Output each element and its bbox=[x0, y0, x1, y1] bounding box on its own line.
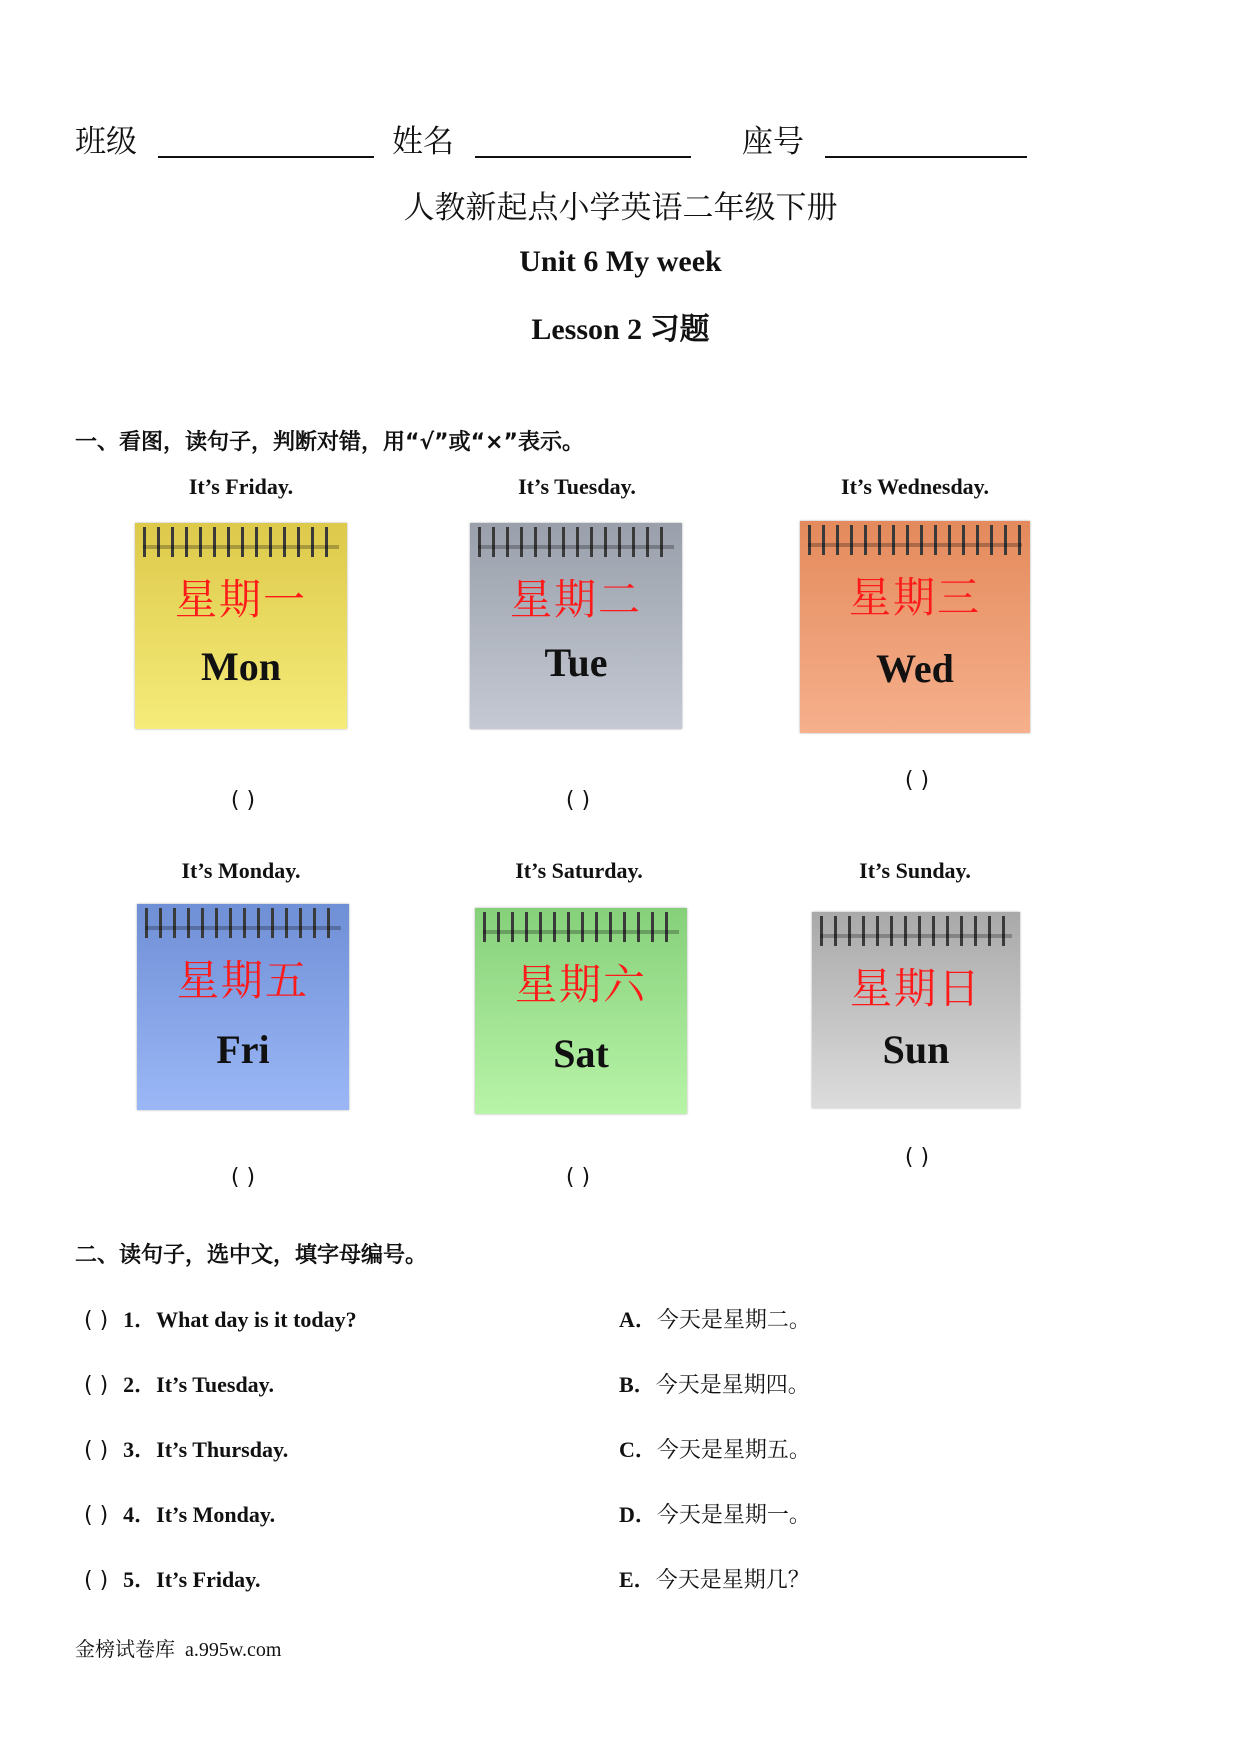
calendar-en-day: Mon bbox=[201, 644, 281, 689]
seat-blank[interactable] bbox=[825, 120, 1027, 158]
item-caption: It’s Saturday. bbox=[515, 858, 643, 883]
section2-title: 二、读句子，选中文，填字母编号。 bbox=[75, 1243, 428, 1268]
answer-option bbox=[619, 1368, 810, 1399]
section1-title: 一、看图，读句子，判断对错，用“√”或“×”表示。 bbox=[75, 430, 584, 455]
class-blank[interactable] bbox=[158, 120, 374, 158]
option-key: A． bbox=[619, 1307, 657, 1332]
answer-blank[interactable]: ( ) bbox=[230, 788, 256, 813]
question-answer-blank[interactable]: ( ) bbox=[84, 1503, 109, 1528]
answer-blank[interactable]: ( ) bbox=[565, 1165, 591, 1190]
option-text: 今天是星期二。 bbox=[656, 1308, 811, 1333]
answer-option bbox=[619, 1433, 811, 1464]
question-row bbox=[84, 1433, 288, 1464]
option-key: B． bbox=[619, 1372, 656, 1397]
answer-blank[interactable]: ( ) bbox=[904, 1145, 930, 1170]
calendar-card bbox=[800, 521, 1030, 733]
item-caption: It’s Sunday. bbox=[859, 858, 971, 883]
option-text: 今天是星期五。 bbox=[656, 1438, 811, 1463]
calendar-rings bbox=[478, 527, 674, 557]
footer-source: 金榜试卷库 a.995w.com bbox=[75, 1639, 282, 1661]
item-caption: It’s Monday. bbox=[181, 858, 301, 883]
class-label: 班级 bbox=[75, 124, 137, 160]
question-row bbox=[84, 1563, 260, 1594]
question-text: 5．It’s Friday. bbox=[123, 1567, 261, 1592]
answer-blank[interactable]: ( ) bbox=[565, 788, 591, 813]
calendar-card bbox=[470, 523, 682, 729]
item-caption: It’s Friday. bbox=[188, 474, 294, 499]
calendar-card bbox=[135, 523, 347, 729]
option-key: E． bbox=[619, 1567, 656, 1592]
answer-blank[interactable]: ( ) bbox=[230, 1165, 256, 1190]
calendar-card bbox=[812, 912, 1020, 1108]
calendar-cn-day: 星期六 bbox=[514, 960, 647, 1009]
question-row bbox=[84, 1498, 275, 1529]
name-label: 姓名 bbox=[392, 124, 454, 160]
calendar-en-day: Fri bbox=[216, 1027, 270, 1072]
question-answer-blank[interactable]: ( ) bbox=[84, 1568, 109, 1593]
name-blank[interactable] bbox=[475, 120, 691, 158]
calendar-card bbox=[475, 908, 687, 1114]
answer-option bbox=[619, 1303, 811, 1334]
question-row bbox=[84, 1368, 274, 1399]
calendar-cn-day: 星期五 bbox=[176, 956, 309, 1005]
calendar-en-day: Sun bbox=[882, 1027, 950, 1072]
calendar-rings bbox=[820, 916, 1012, 946]
item-caption: It’s Wednesday. bbox=[841, 474, 989, 499]
book-title: 人教新起点小学英语二年级下册 bbox=[403, 190, 838, 226]
option-key: C． bbox=[619, 1437, 657, 1462]
calendar-cn-day: 星期日 bbox=[849, 964, 982, 1013]
question-text: 2．It’s Tuesday. bbox=[123, 1372, 274, 1397]
calendar-cn-day: 星期二 bbox=[509, 575, 642, 624]
question-answer-blank[interactable]: ( ) bbox=[84, 1308, 109, 1333]
calendar-cn-day: 星期一 bbox=[174, 575, 307, 624]
option-text: 今天是星期一。 bbox=[656, 1503, 811, 1528]
answer-option bbox=[619, 1563, 810, 1594]
option-key: D． bbox=[619, 1502, 657, 1527]
calendar-rings bbox=[808, 525, 1022, 555]
question-answer-blank[interactable]: ( ) bbox=[84, 1438, 109, 1463]
calendar-en-day: Sat bbox=[553, 1031, 609, 1076]
seat-label: 座号 bbox=[742, 124, 804, 160]
question-text: 4．It’s Monday. bbox=[123, 1502, 276, 1527]
calendar-rings bbox=[143, 527, 339, 557]
question-text: 3．It’s Thursday. bbox=[123, 1437, 289, 1462]
option-text: 今天是星期四。 bbox=[655, 1373, 810, 1398]
answer-blank[interactable]: ( ) bbox=[904, 768, 930, 793]
lesson-title: Lesson 2 习题 bbox=[531, 313, 710, 346]
answer-option bbox=[619, 1498, 811, 1529]
calendar-en-day: Wed bbox=[876, 646, 954, 691]
calendar-rings bbox=[145, 908, 341, 938]
question-row bbox=[84, 1303, 357, 1334]
item-caption: It’s Tuesday. bbox=[518, 474, 636, 499]
calendar-en-day: Tue bbox=[544, 640, 608, 685]
calendar-rings bbox=[483, 912, 679, 942]
calendar-card bbox=[137, 904, 349, 1110]
unit-title: Unit 6 My week bbox=[519, 245, 722, 278]
question-text: 1．What day is it today? bbox=[123, 1307, 357, 1332]
calendar-cn-day: 星期三 bbox=[848, 573, 981, 622]
option-text: 今天是星期几？ bbox=[655, 1568, 810, 1593]
question-answer-blank[interactable]: ( ) bbox=[84, 1373, 109, 1398]
